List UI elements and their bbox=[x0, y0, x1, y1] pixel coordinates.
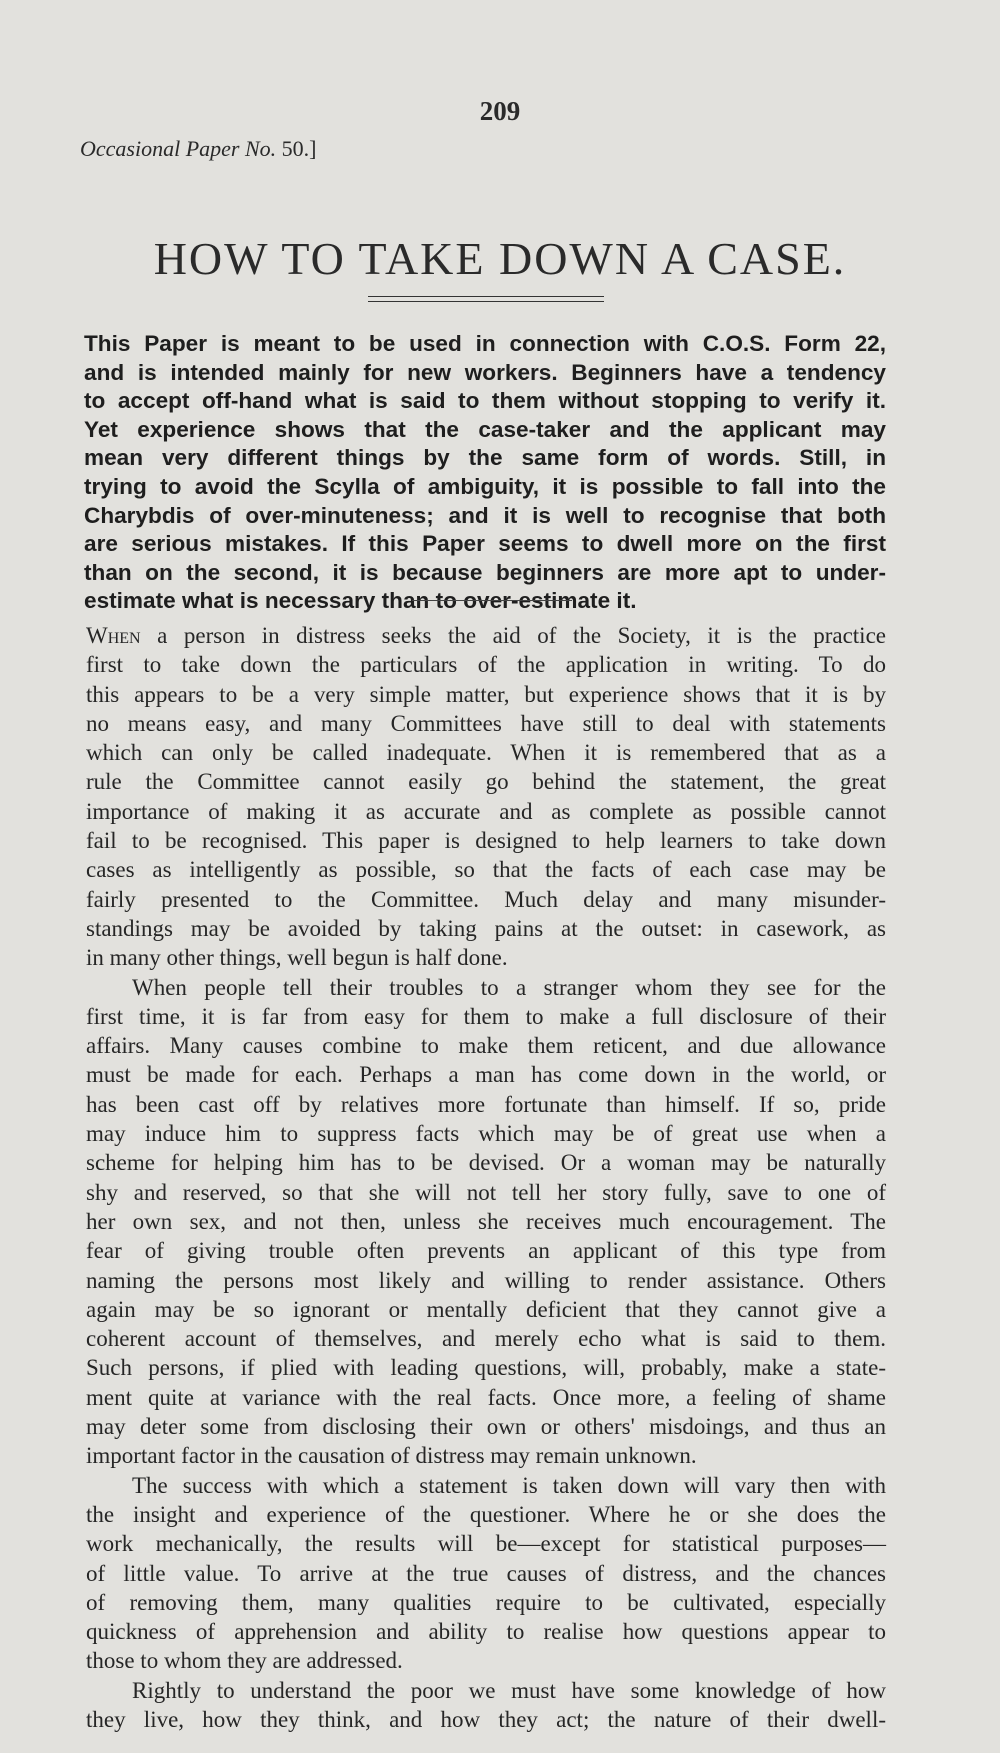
series-label-text: Occasional Paper No. bbox=[80, 136, 277, 161]
body-line: fail to be recognised. This paper is designed to help learners to take down bbox=[86, 828, 886, 854]
body-line: ment quite at variance with the real facts. Once more, a feeling of shame bbox=[86, 1384, 886, 1410]
body-line: her own sex, and not then, unless she receives much encouragement. The bbox=[86, 1208, 886, 1234]
body-line: the insight and experience of the questioner. Where he or she does the bbox=[86, 1501, 886, 1527]
body-line: fairly presented to the Committee. Much delay and many misunder- bbox=[86, 886, 886, 912]
article-title: HOW TO TAKE DOWN A CASE. bbox=[153, 233, 847, 284]
body-line: may induce him to suppress facts which may be of great use when a bbox=[86, 1121, 886, 1147]
preface-line: estimate what is necessary than to over-estimate it. bbox=[84, 588, 637, 614]
body-line: shy and reserved, so that she will not tell her story fully, save to one of bbox=[86, 1179, 886, 1205]
body-line: fear of giving trouble often prevents an applicant of this type from bbox=[86, 1238, 886, 1264]
body-line: work mechanically, the results will be—except for statistical purposes— bbox=[86, 1531, 886, 1557]
body-line: first to take down the particulars of the application in writing. To do bbox=[86, 652, 886, 678]
body-line: coherent account of themselves, and merely echo what is said to them. bbox=[86, 1326, 886, 1352]
body-line: this appears to be a very simple matter, but experience shows that it is by bbox=[86, 681, 886, 707]
title-double-rule bbox=[368, 296, 604, 302]
body-line: naming the persons most likely and willing to render assistance. Others bbox=[86, 1267, 886, 1293]
drop-word: When bbox=[86, 623, 141, 648]
preface-line: to accept off-hand what is said to them without stopping to verify it. bbox=[84, 388, 886, 414]
body-line: first time, it is far from easy for them to make a full disclosure of their bbox=[86, 1003, 886, 1029]
body-line: The success with which a statement is taken down will vary then with bbox=[132, 1472, 886, 1498]
body-line: has been cast off by relatives more fortunate than himself. If so, pride bbox=[86, 1091, 886, 1117]
body-line: of little value. To arrive at the true causes of distress, and the chances bbox=[86, 1560, 886, 1586]
body-line: Such persons, if plied with leading questions, will, probably, make a state- bbox=[86, 1355, 886, 1381]
series-label bbox=[80, 136, 316, 162]
preface-line: mean very different things by the same form of words. Still, in bbox=[84, 445, 886, 471]
section-rule bbox=[412, 600, 572, 601]
body-line-text: a person in distress seeks the aid of the Society, it is the practice bbox=[140, 623, 886, 648]
body-line: in many other things, well begun is half done. bbox=[86, 945, 508, 971]
body-line: affairs. Many causes combine to make them reticent, and due allowance bbox=[86, 1033, 886, 1059]
body-line: may deter some from disclosing their own or others' misdoings, and thus an bbox=[86, 1414, 886, 1440]
preface-line: than on the second, it is because beginners are more apt to under- bbox=[84, 559, 886, 585]
body-line: important factor in the causation of distress may remain unknown. bbox=[86, 1443, 697, 1469]
body-line: those to whom they are addressed. bbox=[86, 1648, 403, 1674]
body-line: standings may be avoided by taking pains at the outset: in casework, as bbox=[86, 915, 886, 941]
body-text bbox=[86, 621, 886, 1734]
preface-line: and is intended mainly for new workers. Beginners have a tendency bbox=[84, 359, 886, 385]
body-line: quickness of apprehension and ability to realise how questions appear to bbox=[86, 1619, 886, 1645]
body-line: Rightly to understand the poor we must have some knowledge of how bbox=[132, 1677, 886, 1703]
body-line: of removing them, many qualities require to be cultivated, especially bbox=[86, 1589, 886, 1615]
preface-line: are serious mistakes. If this Paper seems to dwell more on the first bbox=[84, 531, 886, 557]
body-line: importance of making it as accurate and as complete as possible cannot bbox=[86, 798, 886, 824]
body-line: no means easy, and many Committees have still to deal with statements bbox=[86, 710, 886, 736]
page-number: 209 bbox=[479, 96, 521, 126]
preface-line: Yet experience shows that the case-taker and the applicant may bbox=[84, 416, 886, 442]
body-line: When people tell their troubles to a stranger whom they see for the bbox=[132, 974, 886, 1000]
preface-line: This Paper is meant to be used in connection with C.O.S. Form 22, bbox=[84, 331, 886, 356]
preface-paragraph bbox=[84, 330, 886, 616]
body-line: which can only be called inadequate. When it is remembered that as a bbox=[86, 740, 886, 766]
body-line bbox=[86, 621, 886, 650]
preface-line: trying to avoid the Scylla of ambiguity, it is possible to fall into the bbox=[84, 473, 886, 499]
body-line: cases as intelligently as possible, so that the facts of each case may be bbox=[86, 857, 886, 883]
body-line: again may be so ignorant or mentally deficient that they cannot give a bbox=[86, 1296, 886, 1322]
body-line: rule the Committee cannot easily go behind the statement, the great bbox=[86, 769, 886, 795]
body-line: they live, how they think, and how they act; the nature of their dwell- bbox=[86, 1706, 886, 1732]
preface-line: Charybdis of over-minuteness; and it is well to recognise that both bbox=[84, 502, 886, 528]
body-line: must be made for each. Perhaps a man has come down in the world, or bbox=[86, 1062, 886, 1088]
series-number: 50.] bbox=[281, 136, 317, 161]
body-line: scheme for helping him has to be devised. Or a woman may be naturally bbox=[86, 1150, 886, 1176]
